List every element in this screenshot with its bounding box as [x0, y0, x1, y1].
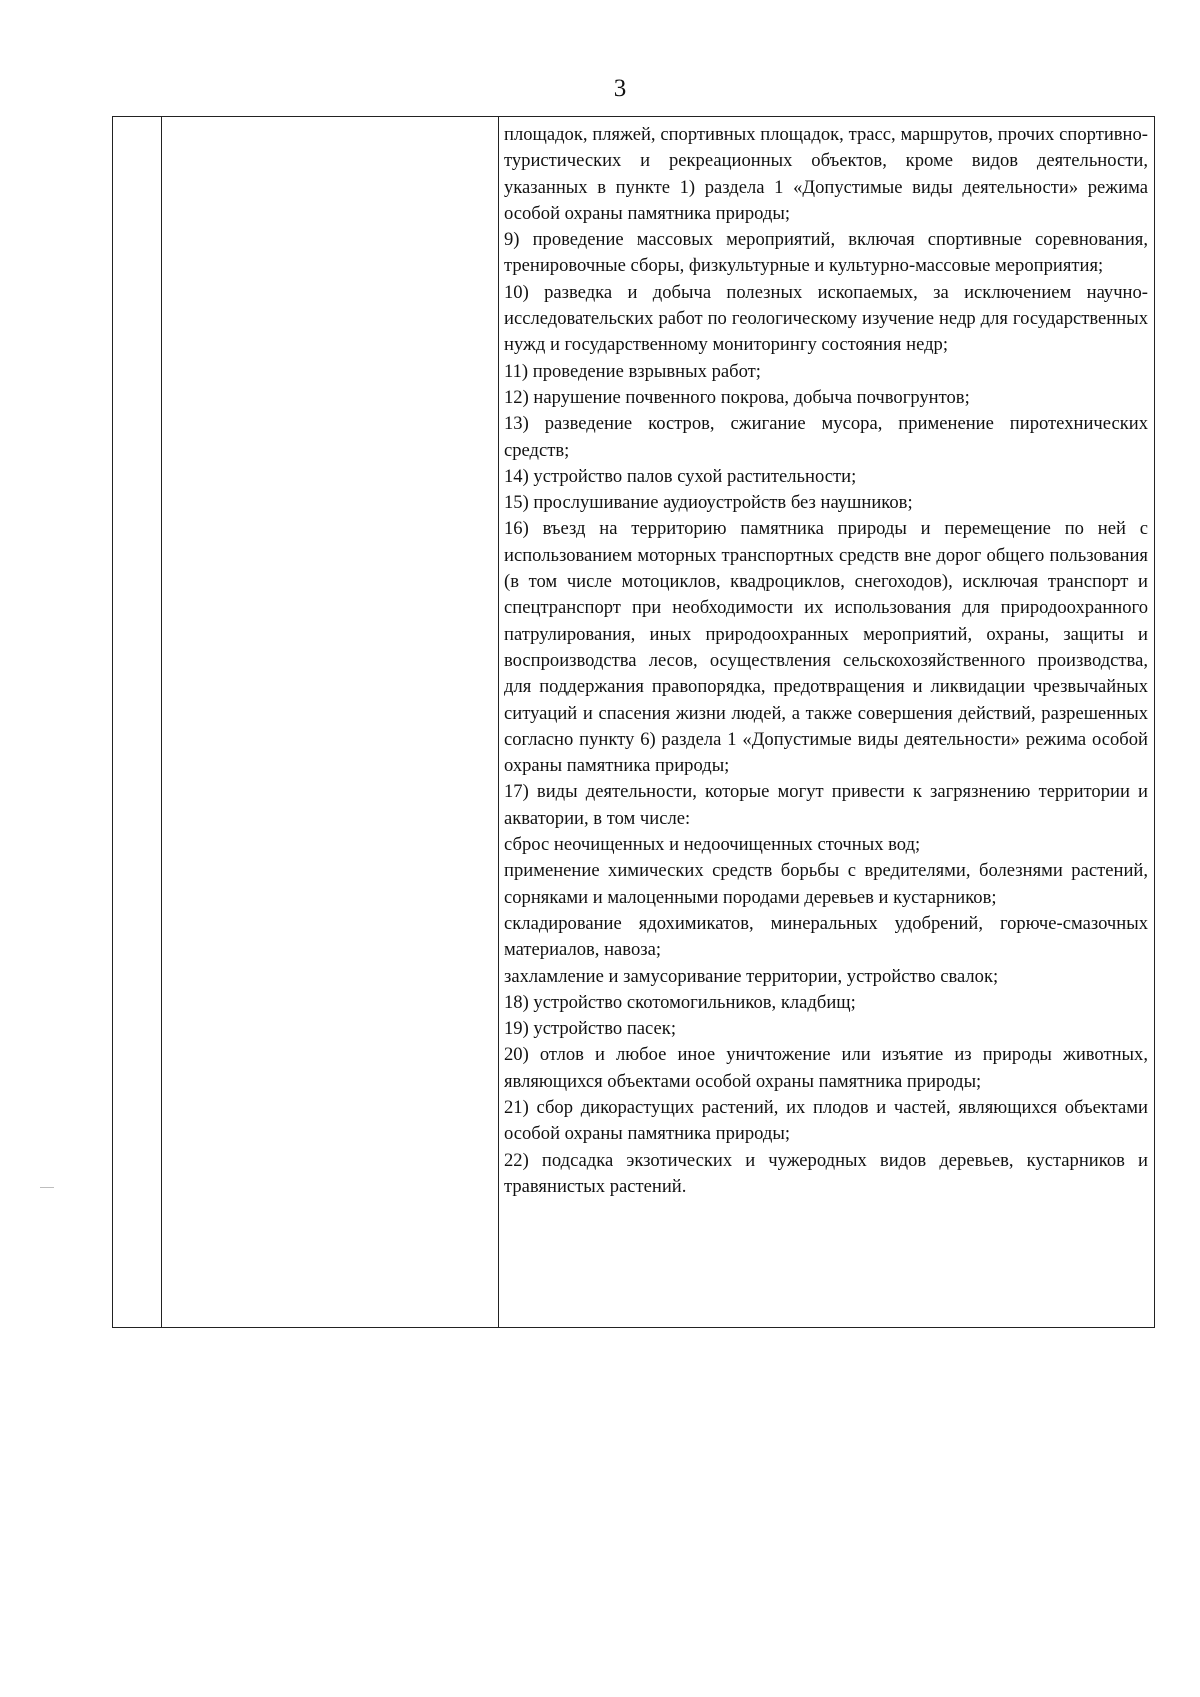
- list-item: 20) отлов и любое иное уничтожение или изъятие из природы животных, являющихся объектами особой охраны памятника природы;: [504, 1044, 1148, 1092]
- list-item: 16) въезд на территорию памятника природы и перемещение по ней с использованием моторных транспортных средств вне дорог общего пользования (в том числе мотоциклов, квадроциклов, снегоходов), исключая транспорт и спецтранспорт при необходимости их использования для природоохранного патрулирования, иных природоохранных мероприятий, охраны, защиты и воспроизводства лесов, осуществления сельскохозяйственного производства, для поддержания правопорядка, предотвращения и ликвидации чрезвычайных ситуаций и спасения жизни людей, а также совершения действий, разрешенных согласно пункту 6) раздела 1 «Допустимые виды деятельности» режима особой охраны памятника природы;: [504, 518, 1148, 777]
- list-item: складирование ядохимикатов, минеральных удобрений, горюче-смазочных материалов, навоза;: [504, 912, 1148, 961]
- table-cell-prohibited-activities: [504, 122, 1148, 1200]
- list-item: применение химических средств борьбы с вредителями, болезнями растений, сорняками и малоценными породами деревьев и кустарников;: [504, 860, 1148, 908]
- list-item: площадок, пляжей, спортивных площадок, трасс, маршрутов, прочих спортивно-туристических и рекреационных объектов, кроме видов деятельности, указанных в пункте 1) раздела 1 «Допустимые виды деятельности» режима особой охраны памятника природы;: [504, 124, 1148, 224]
- list-item: 17) виды деятельности, которые могут привести к загрязнению территории и акватории, в том числе:: [504, 781, 1148, 829]
- scan-mark: [40, 1187, 54, 1188]
- list-item: 15) прослушивание аудиоустройств без наушников;: [504, 492, 913, 514]
- list-item: 12) нарушение почвенного покрова, добыча почвогрунтов;: [504, 386, 970, 408]
- column-divider: [498, 117, 499, 1327]
- list-item: 18) устройство скотомогильников, кладбищ;: [504, 991, 856, 1013]
- list-item: 21) сбор дикорастущих растений, их плодов и частей, являющихся объектами особой охраны памятника природы;: [504, 1096, 1148, 1145]
- list-item: захламление и замусоривание территории, устройство свалок;: [504, 965, 999, 987]
- table-cell-name: [162, 117, 498, 1327]
- list-item: 11) проведение взрывных работ;: [504, 360, 761, 382]
- table-cell-number: [113, 117, 161, 1327]
- list-item: 14) устройство палов сухой растительности;: [504, 465, 857, 487]
- list-item: 19) устройство пасек;: [504, 1018, 676, 1040]
- list-item: 9) проведение массовых мероприятий, включая спортивные соревнования, тренировочные сборы, физкультурные и культурно-массовые мероприятия;: [504, 229, 1148, 277]
- restrictions-table: [112, 116, 1155, 1328]
- list-item: сброс неочищенных и недоочищенных сточных вод;: [504, 834, 921, 856]
- list-item: 22) подсадка экзотических и чужеродных видов деревьев, кустарников и травянистых растений.: [504, 1149, 1148, 1197]
- page-number: 3: [613, 75, 627, 102]
- list-item: 13) разведение костров, сжигание мусора, применение пиротехнических средств;: [504, 413, 1148, 461]
- list-item: 10) разведка и добыча полезных ископаемых, за исключением научно-исследовательских работ по геологическому изучение недр для государственных нужд и государственному мониторингу состояния недр;: [504, 281, 1148, 356]
